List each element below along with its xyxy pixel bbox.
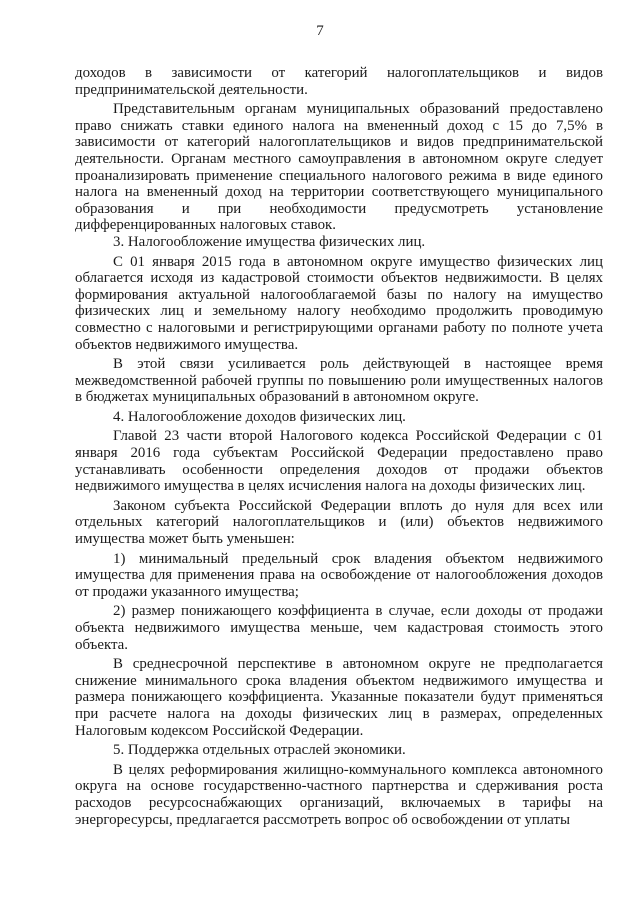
paragraph: Законом субъекта Российской Федерации вплоть до нуля для всех или отдельных категорий налогоплательщиков и (или) объектов недвижимого имущества может быть уменьшен: [75, 497, 603, 548]
paragraph: В среднесрочной перспективе в автономном округе не предполагается снижение минимального срока владения объектом недвижимого имущества и размера понижающего коэффициента. Указанные показатели будут применяться при расчете налога на доходы физических лиц в размерах, определенных Налоговым кодексом Российской Федерации. [75, 656, 603, 739]
paragraph: Главой 23 части второй Налогового кодекса Российской Федерации с 01 января 2016 года субъектам Российской Федерации предоставлено право устанавливать особенности определения доходов от продажи объектов недвижимого имущества в целях исчисления налога на доходы физических лиц. [75, 428, 603, 495]
list-item: 1) минимальный предельный срок владения объектом недвижимого имущества для применения права на освобождение от налогообложения доходов от продажи указанного имущества; [75, 550, 603, 600]
paragraph: В этой связи усиливается роль действующей в настоящее время межведомственной рабочей группы по повышению роли имущественных налогов в бюджетах муниципальных образований в автономном округе. [75, 356, 603, 406]
page-number: 7 [316, 23, 324, 39]
section-heading: 5. Поддержка отдельных отраслей экономики. [113, 742, 406, 759]
paragraph: С 01 января 2015 года в автономном округе имущество физических лиц облагается исходя из кадастровой стоимости объектов недвижимости. В целях формирования актуальной налогооблагаемой базы по налогу на имущество физических лиц и земельному налогу необходимо продолжить проводимую совместно с налоговыми и регистрирующими органами работу по полноте учета объектов недвижимого имущества. [75, 253, 603, 353]
list-item: 2) размер понижающего коэффициента в случае, если доходы от продажи объекта недвижимого имущества меньше, чем кадастровая стоимость этого объекта. [75, 603, 603, 653]
paragraph: доходов в зависимости от категорий налогоплательщиков и видов предпринимательской деятельности. [75, 65, 603, 98]
paragraph: В целях реформирования жилищно-коммунального комплекса автономного округа на основе государственно-частного партнерства и сдерживания роста расходов ресурсоснабжающих организаций, включаемых в тарифы на энергоресурсы, предлагается рассмотреть вопрос об освобождении от уплаты [75, 761, 603, 828]
paragraph: Представительным органам муниципальных образований предоставлено право снижать ставки единого налога на вмененный доход с 15 до 7,5% в зависимости от категорий налогоплательщиков и видов предпринимательской деятельности. Органам местного самоуправления в автономном округе следует проанализировать применение специального налогового режима в виде единого налога на вмененный доход на территории соответствующего муниципального образования и при необходимости предусмотреть установление дифференцированных налоговых ставок. [75, 101, 603, 234]
section-heading: 3. Налогообложение имущества физических лиц. [113, 233, 426, 250]
document-body [75, 65, 603, 828]
section-heading: 4. Налогообложение доходов физических лиц. [113, 408, 406, 425]
